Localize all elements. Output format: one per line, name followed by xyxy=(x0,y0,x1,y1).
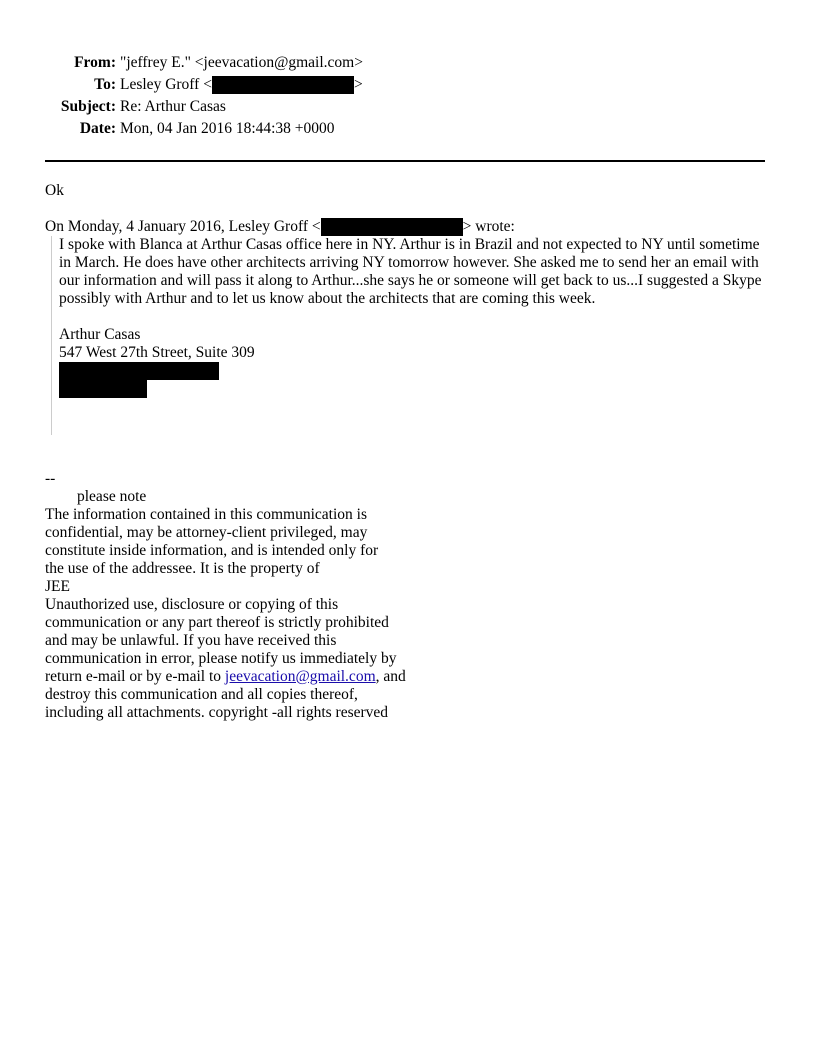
to-value xyxy=(120,74,363,96)
quoted-paragraph: I spoke with Blanca at Arthur Casas office here in NY. Arthur is in Brazil and not expected to NY until sometime in March. He does have other architects arriving NY tomorrow however. She asked me to send her an email with our information and will pass it along to Arthur...she says he or someone will get back to us...I suggested a Skype possibly with Arthur and to let us know about the architects that are coming this week. xyxy=(59,236,762,307)
header-divider xyxy=(45,160,765,162)
signature-note: please note xyxy=(77,488,147,505)
disclaimer-line: confidential, may be attorney-client privileged, may xyxy=(45,524,368,541)
signature-block xyxy=(45,470,445,722)
disclaimer-line: including all attachments. copyright -all rights reserved xyxy=(45,704,389,721)
redaction-quote-email xyxy=(321,218,463,236)
disclaimer-line: and may be unlawful. If you have received this xyxy=(45,632,337,649)
email-line-after: , and xyxy=(375,668,406,685)
signature-dashes: -- xyxy=(45,470,56,487)
address-redacted-line-1 xyxy=(59,362,767,380)
date-label: Date: xyxy=(79,120,116,137)
email-header xyxy=(0,52,816,140)
email-line-before: return e-mail or by e-mail to xyxy=(45,668,225,685)
date-value: Mon, 04 Jan 2016 18:44:38 +0000 xyxy=(120,120,335,137)
disclaimer-line: destroy this communication and all copies thereof, xyxy=(45,686,358,703)
disclaimer-line: constitute inside information, and is intended only for xyxy=(45,542,379,559)
disclaimer-email-line xyxy=(45,668,445,686)
address-redacted-line-2 xyxy=(59,380,767,398)
quote-intro-start: On Monday, 4 January 2016, Lesley Groff < xyxy=(45,218,321,235)
to-row xyxy=(0,74,816,96)
redaction-address-2 xyxy=(59,380,147,398)
redaction-to-email xyxy=(212,76,354,94)
quote-intro xyxy=(45,218,515,236)
to-label: To: xyxy=(94,76,116,93)
subject-label: Subject: xyxy=(60,98,116,115)
subject-value: Re: Arthur Casas xyxy=(120,98,226,115)
date-row xyxy=(0,118,816,140)
disclaimer-line: The information contained in this communication is xyxy=(45,506,367,523)
to-close: > xyxy=(353,76,363,93)
quoted-message xyxy=(51,236,767,435)
quote-intro-end: > wrote: xyxy=(462,218,515,235)
disclaimer-line: communication in error, please notify us immediately by xyxy=(45,650,397,667)
disclaimer-line: Unauthorized use, disclosure or copying of this xyxy=(45,596,339,613)
address-street: 547 West 27th Street, Suite 309 xyxy=(59,344,255,361)
disclaimer-line: JEE xyxy=(45,578,70,595)
subject-row xyxy=(0,96,816,118)
reply-text: Ok xyxy=(45,182,64,199)
email-link[interactable]: jeevacation@gmail.com xyxy=(224,668,376,685)
address-name: Arthur Casas xyxy=(59,326,141,343)
redaction-address-1 xyxy=(59,362,219,380)
to-name: Lesley Groff < xyxy=(120,76,212,93)
disclaimer-line: communication or any part thereof is strictly prohibited xyxy=(45,614,389,631)
disclaimer-line: the use of the addressee. It is the property of xyxy=(45,560,320,577)
from-row xyxy=(0,52,816,74)
from-value: "jeffrey E." <jeevacation@gmail.com> xyxy=(120,54,363,71)
from-label: From: xyxy=(74,54,116,71)
